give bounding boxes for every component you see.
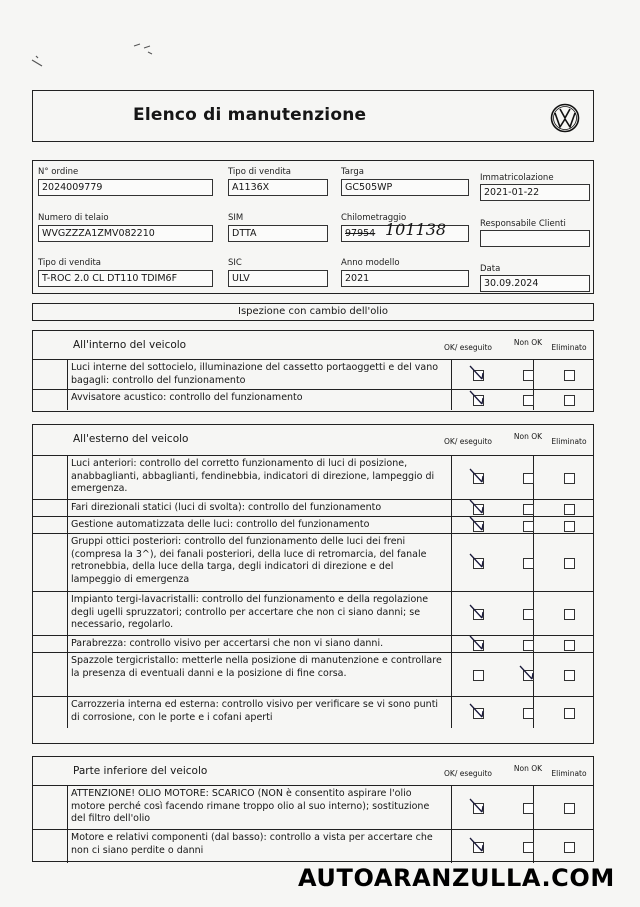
column-divider: [67, 786, 68, 830]
column-divider: [67, 534, 68, 592]
column-divider: [451, 360, 452, 390]
check-mark-icon: [468, 389, 486, 407]
checkbox-eliminato[interactable]: [564, 473, 575, 484]
checklist-row-text: Avvisatore acustico: controllo del funzionamento: [71, 392, 303, 403]
column-divider: [67, 456, 68, 500]
field-label: Immatricolazione: [480, 173, 554, 183]
field-label: SIC: [228, 258, 242, 268]
check-mark-icon: [468, 797, 486, 815]
column-divider: [67, 653, 68, 697]
checklist-row-text: ATTENZIONE! OLIO MOTORE: SCARICO (NON è consentito aspirare l'olio motore perché così facendo rimane troppo olio al suo interno); sostituzione del filtro dell'olio: [71, 788, 430, 824]
checkbox-non-ok[interactable]: [523, 395, 534, 406]
column-divider: [451, 636, 452, 653]
checkbox-non-ok[interactable]: [523, 708, 534, 719]
checklist-row-text: Impianto tergi-lavacristalli: controllo del funzionamento e della regolazione degli ugelli spruzzatori; controllo per accertare che non ci siano danni; se necessario, regolarlo.: [71, 594, 429, 630]
document-title: Elenco di manutenzione: [133, 105, 367, 125]
handwritten-mileage: 101138: [385, 220, 447, 239]
checkbox-non-ok[interactable]: [523, 609, 534, 620]
field-value: ULV: [228, 270, 328, 287]
field-value: 2024009779: [38, 179, 213, 196]
column-divider: [67, 517, 68, 534]
checkbox-eliminato[interactable]: [564, 842, 575, 853]
checklist-row: [33, 516, 593, 534]
vw-logo-icon: [550, 103, 580, 133]
field-label: Targa: [341, 167, 364, 177]
checkbox-eliminato[interactable]: [564, 558, 575, 569]
checkbox-non-ok[interactable]: [523, 504, 534, 515]
field-label: Anno modello: [341, 258, 400, 268]
check-mark-icon: [468, 634, 486, 652]
checkbox-non-ok[interactable]: [523, 842, 534, 853]
checkbox-eliminato[interactable]: [564, 670, 575, 681]
field-value: [480, 230, 590, 247]
column-header-eliminato: Eliminato: [551, 437, 587, 446]
column-header-non-ok: Non OK: [513, 432, 543, 441]
checkbox-non-ok[interactable]: [523, 370, 534, 381]
field-value: 97954: [341, 225, 469, 242]
checkbox-ok[interactable]: [473, 670, 484, 681]
column-divider: [67, 360, 68, 390]
column-divider: [451, 592, 452, 636]
field-label: Numero di telaio: [38, 213, 109, 223]
checkbox-eliminato[interactable]: [564, 370, 575, 381]
checkbox-non-ok[interactable]: [523, 473, 534, 484]
section-title: All'interno del veicolo: [73, 339, 187, 351]
column-divider: [67, 592, 68, 636]
field-label: SIM: [228, 213, 244, 223]
field-label: N° ordine: [38, 167, 79, 177]
checkbox-eliminato[interactable]: [564, 803, 575, 814]
column-divider: [451, 786, 452, 830]
checklist-row-text: Luci interne del sottocielo, illuminazione del cassetto portaoggetti e del vano bagagli: controllo del funzionamento: [71, 362, 439, 386]
checklist-row-text: Carrozzeria interna ed esterna: controllo visivo per verificare se vi sono punti di corrosione, con le porte e i cofani aperti: [71, 699, 439, 723]
field-label: Tipo di vendita: [38, 258, 101, 268]
checklist-row: [33, 455, 593, 500]
checklist-row-text: Parabrezza: controllo visivo per accertarsi che non vi siano danni.: [71, 638, 384, 649]
column-divider: [451, 517, 452, 534]
column-header-ok: OK/ eseguito: [444, 437, 492, 446]
field-label: Tipo di vendita: [228, 167, 291, 177]
checkbox-eliminato[interactable]: [564, 708, 575, 719]
checklist-row: [33, 696, 593, 728]
column-divider: [451, 697, 452, 728]
section-title: All'esterno del veicolo: [73, 433, 189, 445]
column-header-ok: OK/ eseguito: [444, 343, 492, 352]
field-value: A1136X: [228, 179, 328, 196]
column-divider: [67, 830, 68, 863]
column-divider: [451, 653, 452, 697]
field-label: Data: [480, 264, 501, 274]
field-value: 30.09.2024: [480, 275, 590, 292]
column-divider: [67, 636, 68, 653]
check-mark-icon: [468, 364, 486, 382]
watermark: AUTOARANZULLA.COM: [298, 864, 615, 892]
field-value: GC505WP: [341, 179, 469, 196]
checklist-row: [33, 499, 593, 517]
check-mark-icon: [468, 552, 486, 570]
field-label: Responsabile Clienti: [480, 219, 566, 229]
checklist-row: [33, 652, 593, 697]
checkbox-eliminato[interactable]: [564, 609, 575, 620]
checkbox-eliminato[interactable]: [564, 504, 575, 515]
checklist-row: [33, 389, 593, 410]
field-value: WVGZZZA1ZMV082210: [38, 225, 213, 242]
field-value: 2021: [341, 270, 469, 287]
section-underbody: [32, 756, 594, 862]
checkbox-eliminato[interactable]: [564, 521, 575, 532]
checklist-row: [33, 591, 593, 636]
checklist-row: [33, 533, 593, 592]
checklist-row: [33, 785, 593, 830]
checklist-row-text: Fari direzionali statici (luci di svolta): controllo del funzionamento: [71, 502, 382, 513]
checkbox-non-ok[interactable]: [523, 521, 534, 532]
checklist-row-text: Spazzole tergicristallo: metterle nella posizione di manutenzione e controllare la presenza di eventuali danni e la posizione di fine corsa.: [71, 655, 442, 679]
field-value: DTTA: [228, 225, 328, 242]
check-mark-icon: [468, 467, 486, 485]
section-title: Parte inferiore del veicolo: [73, 765, 208, 777]
check-mark-icon: [518, 664, 536, 682]
checklist-row-text: Gruppi ottici posteriori: controllo del funzionamento delle luci dei freni (compresa la 3^), dei fanali posteriori, della luce di retromarcia, del fanale retronebbia, della luce della targa, degli indicatori di direzione e del lampeggio di emergenza: [71, 536, 427, 585]
checkbox-non-ok[interactable]: [523, 558, 534, 569]
checkbox-eliminato[interactable]: [564, 395, 575, 406]
vehicle-fields: [32, 160, 594, 294]
column-header-ok: OK/ eseguito: [444, 769, 492, 778]
checklist-row-text: Luci anteriori: controllo del corretto funzionamento di luci di posizione, anabbaglianti, abbaglianti, fendinebbia, indicatori di direzione, lampeggio di emergenza.: [71, 458, 435, 494]
field-value: 2021-01-22: [480, 184, 590, 201]
column-divider: [451, 830, 452, 863]
column-divider: [67, 697, 68, 728]
checkbox-non-ok[interactable]: [523, 640, 534, 651]
column-divider: [451, 390, 452, 410]
section-interior: [32, 330, 594, 412]
check-mark-icon: [468, 498, 486, 516]
column-divider: [451, 456, 452, 500]
check-mark-icon: [468, 836, 486, 854]
column-header-eliminato: Eliminato: [551, 343, 587, 352]
column-header-eliminato: Eliminato: [551, 769, 587, 778]
inspection-banner: Ispezione con cambio dell'olio: [32, 303, 594, 321]
field-value: T-ROC 2.0 CL DT110 TDIM6F: [38, 270, 213, 287]
section-exterior: [32, 424, 594, 744]
checklist-row-text: Motore e relativi componenti (dal basso): controllo a vista per accertare che non ci siano perdite o danni: [71, 832, 433, 856]
checklist-row: [33, 359, 593, 390]
column-divider: [67, 390, 68, 410]
check-mark-icon: [468, 515, 486, 533]
column-divider: [451, 534, 452, 592]
column-divider: [67, 500, 68, 517]
column-header-non-ok: Non OK: [513, 764, 543, 773]
document-header: [32, 90, 594, 142]
column-divider: [451, 500, 452, 517]
check-mark-icon: [468, 702, 486, 720]
checkbox-non-ok[interactable]: [523, 803, 534, 814]
check-mark-icon: [468, 603, 486, 621]
checklist-row: [33, 635, 593, 653]
checkbox-eliminato[interactable]: [564, 640, 575, 651]
column-header-non-ok: Non OK: [513, 338, 543, 347]
scan-marks: [30, 38, 160, 78]
checklist-row: [33, 829, 593, 863]
field-label: Chilometraggio: [341, 213, 407, 223]
checklist-row-text: Gestione automatizzata delle luci: controllo del funzionamento: [71, 519, 370, 530]
